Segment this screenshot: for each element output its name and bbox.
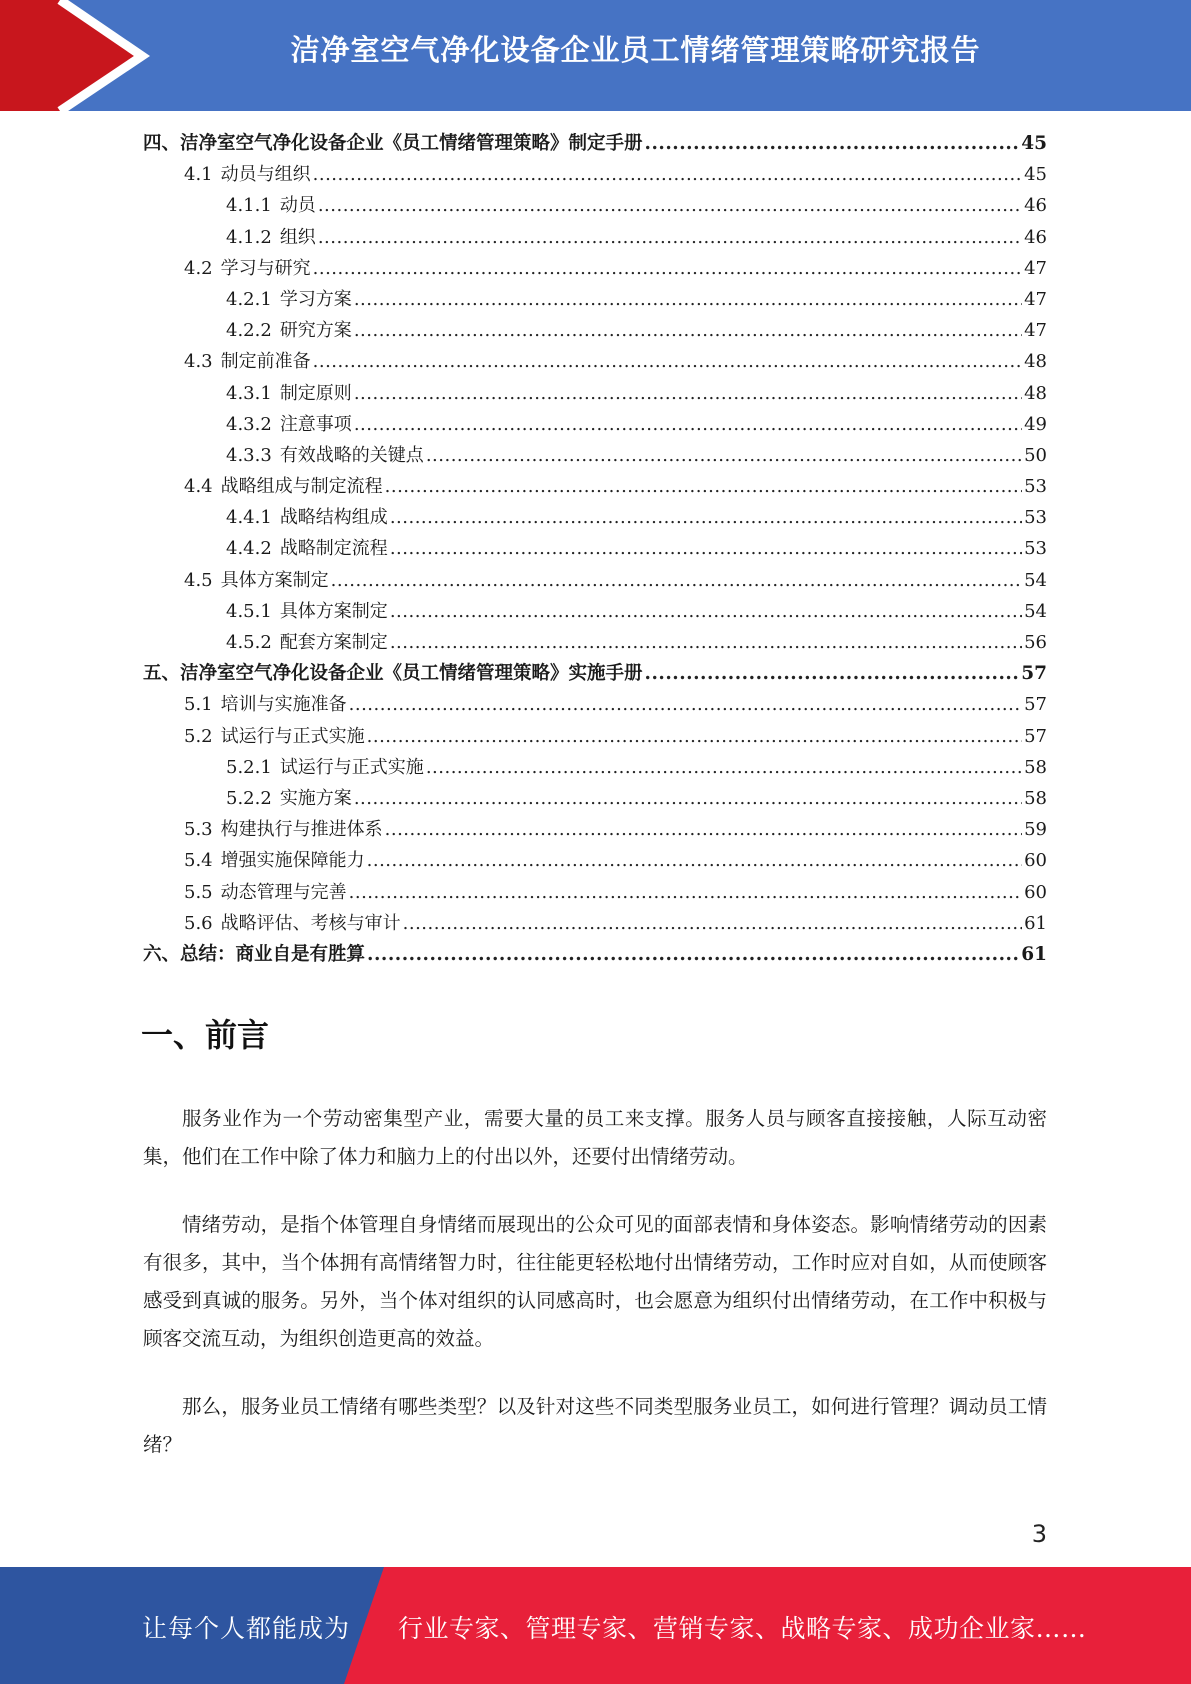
toc-entry-title: 动员 xyxy=(279,195,316,217)
paragraph: 服务业作为一个劳动密集型产业，需要大量的员工来支撑。服务人员与顾客直接接触，人际互动密集，他们在工作中除了体力和脑力上的付出以外，还要付出情绪劳动。 xyxy=(143,1107,1047,1168)
section-body xyxy=(143,1100,1047,1494)
toc-entry-title: 实施方案 xyxy=(279,787,352,809)
toc-leader-dots xyxy=(367,721,1022,752)
toc-entry[interactable] xyxy=(143,440,1047,471)
toc-entry[interactable] xyxy=(143,533,1047,564)
toc-entry-title: 战略组成与制定流程 xyxy=(220,476,383,498)
toc-entry[interactable] xyxy=(143,222,1047,253)
toc-leader-dots xyxy=(385,814,1022,845)
toc-entry-number: 5.5 xyxy=(184,881,213,903)
toc-entry[interactable] xyxy=(143,627,1047,658)
toc-entry-title: 培训与实施准备 xyxy=(220,694,347,716)
toc-entry-title: 学习与研究 xyxy=(220,257,311,279)
toc-entry-title: 动态管理与完善 xyxy=(220,881,347,903)
footer-slogan-left: 让每个人都能成为 xyxy=(142,1614,351,1643)
toc-entry-page: 56 xyxy=(1024,632,1047,653)
toc-entry-title: 试运行与正式实施 xyxy=(220,725,365,747)
toc-leader-dots xyxy=(390,596,1022,627)
toc-entry[interactable] xyxy=(143,752,1047,783)
toc-leader-dots xyxy=(385,471,1022,502)
toc-entry-number: 4.3.3 xyxy=(226,444,272,466)
toc-leader-dots xyxy=(354,315,1022,346)
toc-entry-title: 研究方案 xyxy=(279,320,352,342)
toc-entry-title: 试运行与正式实施 xyxy=(279,756,424,778)
toc-entry-page: 61 xyxy=(1021,943,1047,965)
toc-entry-page: 45 xyxy=(1021,133,1047,154)
toc-entry-number: 4.2 xyxy=(184,257,213,279)
toc-entry-page: 47 xyxy=(1024,257,1047,279)
toc-entry-title: 增强实施保障能力 xyxy=(220,850,365,872)
toc-entry-title: 有效战略的关键点 xyxy=(279,444,424,466)
toc-entry-title: 五、洁净室空气净化设备企业《员工情绪管理策略》实施手册 xyxy=(143,663,643,685)
toc-entry-page: 59 xyxy=(1024,819,1047,841)
toc-entry[interactable] xyxy=(143,409,1047,440)
toc-entry-title: 动员与组织 xyxy=(220,164,311,186)
toc-entry-title: 战略结构组成 xyxy=(279,507,388,529)
toc-entry-title: 具体方案制定 xyxy=(279,600,388,622)
page-footer xyxy=(0,1567,1191,1684)
toc-entry[interactable] xyxy=(143,877,1047,908)
toc-entry-page: 58 xyxy=(1024,756,1047,778)
toc-entry[interactable] xyxy=(143,346,1047,377)
toc-entry-number: 4.1.1 xyxy=(226,195,272,217)
page-header xyxy=(0,0,1191,111)
toc-entry-title: 战略评估、考核与审计 xyxy=(220,912,401,934)
toc-entry-title: 战略制定流程 xyxy=(279,538,388,560)
toc-entry-page: 57 xyxy=(1021,663,1047,685)
toc-entry[interactable] xyxy=(143,284,1047,315)
toc-entry-page: 48 xyxy=(1024,351,1047,373)
report-title: 洁净室空气净化设备企业员工情绪管理策略研究报告 xyxy=(290,33,981,67)
toc-entry[interactable] xyxy=(143,814,1047,845)
toc-leader-dots xyxy=(354,378,1022,409)
toc-entry-number: 5.3 xyxy=(184,819,213,841)
toc-entry[interactable] xyxy=(143,315,1047,346)
toc-entry-page: 58 xyxy=(1024,787,1047,809)
toc-entry-page: 53 xyxy=(1024,476,1047,498)
toc-entry-title: 学习方案 xyxy=(279,288,352,310)
toc-leader-dots xyxy=(349,877,1022,908)
toc-entry-title: 四、洁净室空气净化设备企业《员工情绪管理策略》制定手册 xyxy=(143,133,643,154)
toc-entry-number: 4.1.2 xyxy=(226,226,272,248)
toc-entry-title: 制定前准备 xyxy=(220,351,311,373)
toc-leader-dots xyxy=(426,440,1022,471)
toc-entry-page: 53 xyxy=(1024,507,1047,529)
toc-entry[interactable] xyxy=(143,658,1047,689)
toc-entry-number: 4.3.1 xyxy=(226,382,272,404)
toc-entry-title: 制定原则 xyxy=(279,382,352,404)
toc-entry[interactable] xyxy=(143,190,1047,221)
toc-entry[interactable] xyxy=(143,502,1047,533)
toc-entry-page: 47 xyxy=(1024,288,1047,310)
toc-entry-page: 46 xyxy=(1024,195,1047,217)
toc-entry-number: 4.3 xyxy=(184,351,213,373)
toc-entry-number: 4.4.2 xyxy=(226,538,272,560)
toc-entry-number: 4.2.1 xyxy=(226,288,272,310)
toc-entry-page: 57 xyxy=(1024,694,1047,716)
toc-leader-dots xyxy=(354,409,1022,440)
toc-leader-dots xyxy=(349,689,1022,720)
toc-entry-number: 4.4 xyxy=(184,476,213,498)
toc-leader-dots xyxy=(403,908,1022,939)
toc-entry-number: 4.5.1 xyxy=(226,600,272,622)
toc-entry-title: 配套方案制定 xyxy=(279,632,388,653)
toc-entry-number: 5.6 xyxy=(184,912,213,934)
toc-leader-dots xyxy=(390,627,1022,658)
toc-leader-dots xyxy=(390,533,1022,564)
toc-entry-page: 54 xyxy=(1024,569,1047,591)
toc-entry[interactable] xyxy=(143,471,1047,502)
toc-entry-number: 5.4 xyxy=(184,850,213,872)
toc-leader-dots xyxy=(331,565,1022,596)
toc-entry[interactable] xyxy=(143,721,1047,752)
toc-leader-dots xyxy=(390,502,1022,533)
toc-leader-dots xyxy=(313,346,1022,377)
toc-entry-title: 具体方案制定 xyxy=(220,569,329,591)
toc-leader-dots xyxy=(354,284,1022,315)
toc-leader-dots xyxy=(367,939,1019,970)
toc-leader-dots xyxy=(645,128,1020,159)
page-number: 3 xyxy=(1031,1520,1047,1548)
toc-entry-title: 组织 xyxy=(279,226,316,248)
toc-entry-number: 5.1 xyxy=(184,694,213,716)
toc-leader-dots xyxy=(318,190,1022,221)
toc-entry[interactable] xyxy=(143,845,1047,876)
paragraph: 那么，服务业员工情绪有哪些类型？以及针对这些不同类型服务业员工，如何进行管理？调动员工情绪？ xyxy=(143,1395,1047,1456)
toc-entry-number: 5.2 xyxy=(184,725,213,747)
toc-entry-page: 57 xyxy=(1024,725,1047,747)
toc-entry-page: 49 xyxy=(1024,413,1047,435)
table-of-contents xyxy=(143,128,1047,970)
toc-entry-page: 53 xyxy=(1024,538,1047,560)
toc-entry-title: 构建执行与推进体系 xyxy=(220,819,383,841)
toc-entry[interactable] xyxy=(143,159,1047,190)
toc-entry-page: 47 xyxy=(1024,320,1047,342)
toc-entry[interactable] xyxy=(143,565,1047,596)
toc-entry-page: 46 xyxy=(1024,226,1047,248)
toc-leader-dots xyxy=(313,159,1022,190)
toc-entry[interactable] xyxy=(143,378,1047,409)
toc-entry-number: 5.2.2 xyxy=(226,787,272,809)
toc-entry-page: 45 xyxy=(1024,164,1047,186)
toc-entry[interactable] xyxy=(143,128,1047,159)
toc-entry[interactable] xyxy=(143,596,1047,627)
toc-leader-dots xyxy=(354,783,1022,814)
toc-entry-page: 60 xyxy=(1024,881,1047,903)
toc-entry[interactable] xyxy=(143,689,1047,720)
toc-leader-dots xyxy=(318,222,1022,253)
toc-entry[interactable] xyxy=(143,908,1047,939)
toc-entry-number: 4.5.2 xyxy=(226,632,272,653)
toc-leader-dots xyxy=(313,253,1022,284)
toc-entry-number: 4.4.1 xyxy=(226,507,272,529)
toc-entry-number: 5.2.1 xyxy=(226,756,272,778)
footer-slogan-right: 行业专家、管理专家、营销专家、战略专家、成功企业家…… xyxy=(398,1614,1087,1643)
toc-entry[interactable] xyxy=(143,939,1047,970)
toc-entry[interactable] xyxy=(143,253,1047,284)
toc-leader-dots xyxy=(367,845,1022,876)
toc-entry-page: 54 xyxy=(1024,600,1047,622)
toc-entry-number: 4.5 xyxy=(184,569,213,591)
toc-entry-number: 4.1 xyxy=(184,164,213,186)
toc-entry-number: 4.3.2 xyxy=(226,413,272,435)
toc-entry-page: 48 xyxy=(1024,382,1047,404)
toc-entry-page: 50 xyxy=(1024,444,1047,466)
toc-entry-title: 六、总结：商业自是有胜算 xyxy=(143,943,366,965)
toc-entry-number: 4.2.2 xyxy=(226,320,272,342)
toc-entry-title: 注意事项 xyxy=(279,413,352,435)
toc-leader-dots xyxy=(426,752,1022,783)
section-heading: 一、前言 xyxy=(141,1016,270,1054)
toc-leader-dots xyxy=(645,658,1020,689)
toc-entry-page: 60 xyxy=(1024,850,1047,872)
toc-entry[interactable] xyxy=(143,783,1047,814)
paragraph: 情绪劳动，是指个体管理自身情绪而展现出的公众可见的面部表情和身体姿态。影响情绪劳动的因素有很多，其中，当个体拥有高情绪智力时，往往能更轻松地付出情绪劳动，工作时应对自如，从而使顾客感受到真诚的服务。另外，当个体对组织的认同感高时，也会愿意为组织付出情绪劳动，在工作中积极与顾客交流互动，为组织创造更高的效益。 xyxy=(143,1213,1047,1350)
toc-entry-page: 61 xyxy=(1024,912,1047,934)
